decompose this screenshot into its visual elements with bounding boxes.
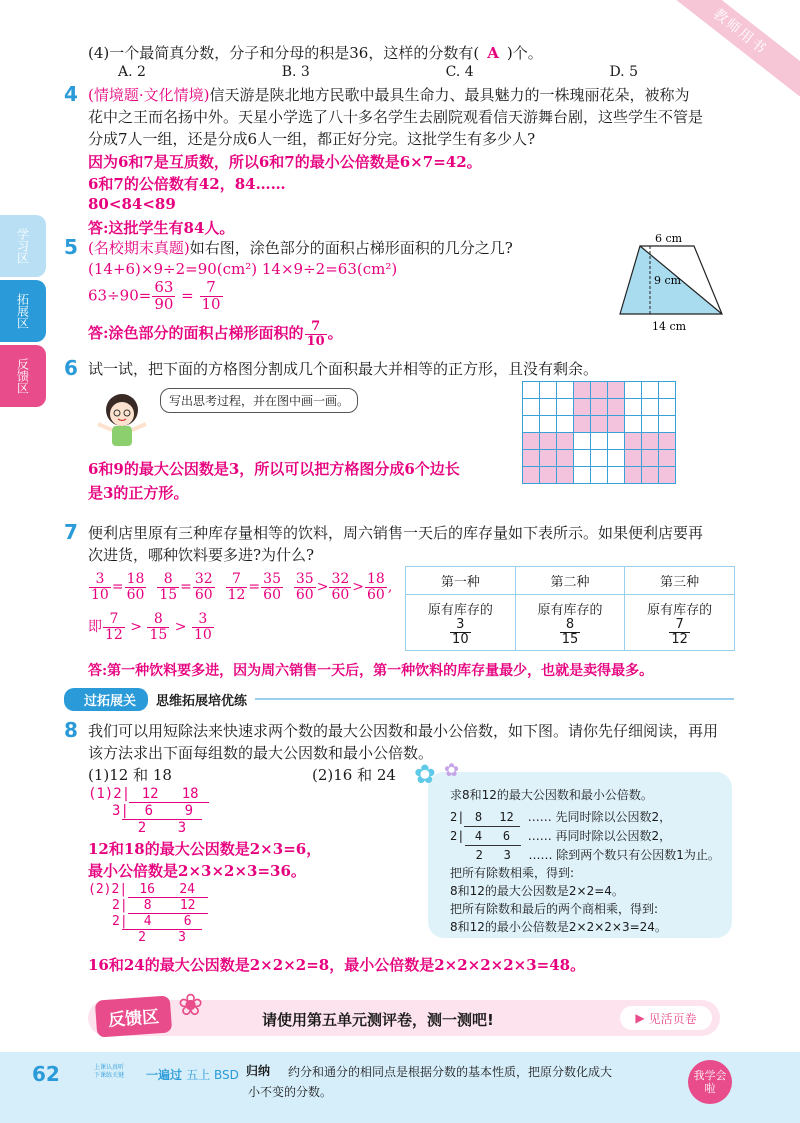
grid-cell (523, 467, 539, 483)
q5-calc-2: 63÷90= $\frac{63}{90}$ = $\frac{7}{10}$ (88, 278, 221, 313)
q6-answer-1: 6和9的最大公因数是3，所以可以把方格图分成6个边长 (88, 460, 460, 478)
table-row (406, 595, 735, 651)
side-tab-study[interactable]: 学习区 (0, 215, 46, 277)
table-cell: 原有库存的 $\frac{3}{10}$ (406, 595, 516, 651)
q7-work: $\frac{3}{10}$ = $\frac{18}{60}$ $\frac{8}{15}$ = $\frac{32}{60}$ $\frac{7}{12}$ = $\frac{35}{60}$ $\frac{35}{60}$ > $\frac{32}{60}$ > $\frac{18}{60}$ , (91, 571, 393, 603)
page-number: 62 (32, 1062, 60, 1086)
example-row: 2 3 …… 除到两个数只有公因数1为止。 (450, 845, 720, 864)
girl-avatar (90, 388, 154, 454)
square-grid (522, 381, 676, 484)
q5-calc-1: (14+6)×9÷2=90(cm²) 14×9÷2=63(cm²) (88, 260, 398, 278)
grid-cell (642, 416, 658, 432)
q4-answer-2: 6和7的公倍数有42，84…… (88, 175, 286, 193)
grid-cell (591, 382, 607, 398)
grid-cell (625, 399, 641, 415)
q8-work-1: (1)2| 12 18 3| 6 9 2 3 (88, 786, 210, 836)
stock-table (405, 566, 735, 651)
q8-number: 8 (64, 718, 78, 742)
section-header (64, 688, 734, 710)
example-note: 8和12的最小公倍数是2×2×2×3=24。 (450, 920, 667, 934)
grid-cell (591, 450, 607, 466)
mascot-icon: ❀ (178, 988, 204, 1023)
q8-part-1: (1)12 和 18 (88, 766, 172, 784)
grid-cell (574, 382, 590, 398)
grid-cell (523, 416, 539, 432)
example-note: 把所有除数和最后的两个商相乘，得到: (450, 902, 659, 916)
q5-answer: 答:涂色部分的面积占梯形面积的 $\frac{7}{10}$ 。 (88, 319, 343, 349)
q5-number: 5 (64, 235, 78, 259)
q4-number: 4 (64, 82, 78, 106)
q7-number: 7 (64, 520, 78, 544)
q8-work-1-answer-2: 最小公倍数是2×3×2×3=36。 (88, 862, 306, 880)
q-prev-options (118, 64, 638, 80)
table-header: 第一种 (406, 567, 516, 595)
grid-cell (591, 416, 607, 432)
table-header: 第二种 (515, 567, 625, 595)
flower-icon: ✿ (414, 760, 436, 790)
grid-cell (642, 467, 658, 483)
grid-cell (540, 382, 556, 398)
feedback-text: 请使用第五单元测评卷，测一测吧! (262, 1011, 494, 1029)
summary-text: 约分和通分的相同点是根据分数的基本性质，把原分数化成大 小不变的分数。 (248, 1065, 613, 1099)
q8-part-2: (2)16 和 24 (312, 766, 396, 784)
q8-line-2: 该方法求出下面每组数的最大公因数和最小公倍数。 (88, 744, 434, 762)
q8-work-2: (2)2| 16 24 2| 8 12 2| 4 6 2 3 (88, 882, 208, 945)
option-a: A. 2 (118, 64, 146, 80)
side-tab-extend[interactable]: 拓展区 (0, 280, 46, 342)
grid-cell (574, 450, 590, 466)
q5-stem: (名校期末真题)如右图，涂色部分的面积占梯形面积的几分之几? (88, 239, 513, 257)
section-title: 思维拓展培优练 (156, 693, 248, 709)
grid-cell (557, 399, 573, 415)
option-b: B. 3 (281, 64, 310, 80)
grid-cell (642, 450, 658, 466)
label-bottom: 14 cm (652, 320, 687, 333)
example-row: 2| 8 12 …… 先同时除以公因数2， (450, 810, 672, 824)
grid-cell (625, 416, 641, 432)
q7-line-1: 便利店里原有三种库存量相等的饮料，周六销售一天后的库存量如下表所示。如果便利店要再 (88, 524, 704, 542)
q4-line-2: 花中之王而名扬中外。天星小学选了八十多名学生去剧院观看信天游舞台剧，这些学生不管是 (88, 108, 704, 126)
example-title: 求8和12的最大公因数和最小公倍数。 (450, 788, 653, 802)
grid-cell (540, 416, 556, 432)
q4-answer-1: 因为6和7是互质数，所以6和7的最小公倍数是6×7=42。 (88, 153, 482, 171)
grid-cell (591, 433, 607, 449)
example-row: 2| 4 6 …… 再同时除以公因数2， (450, 826, 720, 845)
q8-work-2-answer: 16和24的最大公因数是2×2×2=8，最小公倍数是2×2×2×2×3=48。 (88, 956, 586, 974)
grid-cell (557, 433, 573, 449)
q7-line-2: 次进货，哪种饮料要多进?为什么? (88, 546, 315, 564)
feedback-badge: 反馈区 (95, 995, 172, 1037)
q7-answer: 答:第一种饮料要多进，因为周六销售一天后，第一种饮料的库存量最少，也就是卖得最多。 (88, 663, 654, 679)
grid-cell (608, 467, 624, 483)
grid-cell (591, 399, 607, 415)
side-tab-feedback[interactable]: 反馈区 (0, 345, 46, 407)
grid-cell (608, 382, 624, 398)
section-badge: 过拓展关 (64, 688, 148, 711)
grid-cell (557, 382, 573, 398)
example-box (428, 772, 732, 938)
grid-cell (608, 450, 624, 466)
grid-cell (659, 467, 675, 483)
grid-cell (608, 416, 624, 432)
grid-cell (523, 399, 539, 415)
learned-badge: 我学会啦 (688, 1060, 732, 1104)
footer-tiny: 上课认真听 下课练关键 (94, 1064, 125, 1079)
q6-stem: 试一试，把下面的方格图分割成几个面积最大并相等的正方形，且没有剩余。 (88, 360, 599, 378)
grid-cell (540, 467, 556, 483)
grid-cell (574, 433, 590, 449)
grid-cell (659, 450, 675, 466)
table-cell: 原有库存的 $\frac{7}{12}$ (625, 595, 735, 651)
corner-label: 教师用书 (709, 5, 771, 59)
label-top: 6 cm (655, 232, 683, 245)
grid-cell (523, 433, 539, 449)
table-header: 第三种 (625, 567, 735, 595)
flower-icon: ✿ (444, 760, 460, 781)
q8-line-1: 我们可以用短除法来快速求两个数的最大公因数和最小公倍数，如下图。请你先仔细阅读，再用 (88, 722, 719, 740)
q4-answer-4: 答:这批学生有84人。 (88, 219, 235, 237)
grid-cell (659, 382, 675, 398)
grid-cell (659, 433, 675, 449)
option-c: C. 4 (445, 64, 474, 80)
hint-bubble: 写出思考过程，并在图中画一画。 (160, 388, 358, 413)
option-d: D. 5 (609, 64, 638, 80)
grid-cell (642, 382, 658, 398)
grid-cell (540, 399, 556, 415)
grid-cell (540, 433, 556, 449)
grid-cell (591, 467, 607, 483)
trapezoid-figure (610, 228, 740, 338)
grid-cell (659, 416, 675, 432)
grid-cell (659, 399, 675, 415)
grid-cell (574, 467, 590, 483)
q4-answer-3: 80<84<89 (88, 195, 176, 213)
worksheet-button[interactable]: ▶ 见活页卷 (620, 1006, 712, 1030)
grid-cell (625, 433, 641, 449)
grid-cell (625, 450, 641, 466)
q6-answer-2: 是3的正方形。 (88, 484, 189, 502)
section-rule (255, 698, 734, 700)
grid-cell (540, 450, 556, 466)
table-header-row (406, 567, 735, 595)
grid-cell (574, 416, 590, 432)
grid-cell (625, 382, 641, 398)
q7-order: 即 $\frac{7}{12}$ > $\frac{8}{15}$ > $\frac{3}{10}$ (88, 611, 212, 643)
grid-cell (642, 433, 658, 449)
table-cell: 原有库存的 $\frac{8}{15}$ (515, 595, 625, 651)
q4-line-1: (情境题·文化情境)信天游是陕北地方民歌中最具生命力、最具魅力的一株瑰丽花朵，被称为 (88, 86, 690, 104)
grid-cell (557, 467, 573, 483)
grid-cell (608, 433, 624, 449)
q6-number: 6 (64, 356, 78, 380)
grid-cell (642, 399, 658, 415)
summary-label: 归纳 (246, 1064, 271, 1078)
grid-cell (608, 399, 624, 415)
grid-cell (523, 382, 539, 398)
grid-cell (574, 399, 590, 415)
example-note: 8和12的最大公因数是2×2=4。 (450, 884, 624, 898)
grid-cell (557, 416, 573, 432)
q-prev-stem: (4)一个最简真分数，分子和分母的积是36，这样的分数有( A )个。 (88, 44, 543, 62)
q8-work-1-answer-1: 12和18的最大公因数是2×3=6， (88, 840, 322, 858)
grid-cell (523, 450, 539, 466)
grid-cell (557, 450, 573, 466)
footer-brand: 一遍过 五上 BSD (146, 1068, 239, 1082)
grid-cell (625, 467, 641, 483)
example-note: 把所有除数相乘，得到: (450, 866, 575, 880)
q4-line-3: 分成7人一组，还是分成6人一组，都正好分完。这批学生有多少人? (88, 130, 536, 148)
play-icon: ▶ (635, 1011, 645, 1025)
label-height: 9 cm (654, 274, 682, 287)
